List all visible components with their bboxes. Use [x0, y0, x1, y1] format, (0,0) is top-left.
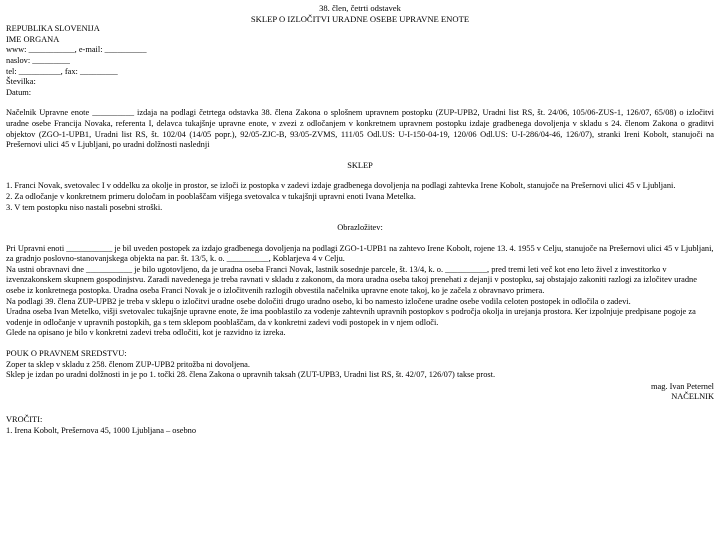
sklep-item: 1. Franci Novak, svetovalec I v oddelku za okolje in prostor, se izloči iz postopka v zadevi izdaje gradbenega dovoljenja na podlagi zahtevka Irene Kobolt, stanujoče na Prešernovi ulici 45 v Ljubljani.	[6, 181, 676, 191]
obrazlozitev-paragraph: Na podlagi 39. člena ZUP-UPB2 je treba v sklepu o izločitvi uradne osebe določiti drugo uradno osebo, ki bo namesto izločene uradne osebe vodila celoten postopek in odločila o zadevi.	[6, 296, 631, 306]
signature-block	[6, 382, 714, 403]
vrociti-title: VROČITI:	[6, 415, 43, 424]
obrazlozitev-body	[6, 244, 714, 339]
sender-line: Številka:	[6, 77, 36, 87]
document-page	[6, 3, 714, 436]
header-title: SKLEP O IZLOČITVI URADNE OSEBE UPRAVNE ENOTE	[250, 13, 470, 24]
header-article-ref: 38. člen, četrti odstavek	[319, 3, 401, 13]
sender-line: naslov: _________	[6, 55, 70, 65]
signature-name: mag. Ivan Peternel	[650, 381, 714, 391]
obrazlozitev-paragraph: Uradna oseba Ivan Metelko, višji svetovalec tukajšnje upravne enote, že ima pooblastilo za vodenje zahtevnih upravnih postopkov s področja okolja in urejanja prostora. Ker izpolnjuje predpisane pogoje za vodenje in odločanje v upravnih postopkih, ga s tem sklepom pooblaščam, da v konkretni zadevi vodi postopek in v njem odloči.	[6, 307, 696, 327]
sender-line: REPUBLIKA SLOVENIJA	[6, 24, 100, 34]
obrazlozitev-title: Obrazložitev:	[337, 223, 383, 233]
vrociti-item: 1. Irena Kobolt, Prešernova 45, 1000 Ljubljana – osebno	[6, 425, 197, 435]
intro-paragraph: Načelnik Upravne enote __________ izdaja na podlagi četrtega odstavka 38. člena Zakona o splošnem upravnem postopku (ZUP-UPB2, Uradni list RS, št. 24/06, 105/06-ZUS-1, 126/07, 65/08) o izločitvi uradne osebe Francija Novaka, referenta I, delavca tukajšnje upravne enote, v zvezi z odločanjem v konkretnem upravnem postopku izdaje gradbenega dovoljenja v skladu s 24. členom Zakona o graditvi objektov (ZGO-1-UPB1, Uradni list RS, št. 102/04 (14/05 popr.), 92/05-ZJC-B, 93/05-ZVMS, 111/05 Odl.US: U-I-150-04-19, 120/06 Odl.US: U-I-286/04-46, 126/07), stranki Ireni Kobolt, stanujoči na Prešernovi ulici 45 v Ljubljani, po uradni dolžnosti naslednji	[6, 108, 714, 150]
sender-line: www: ___________, e-mail: __________	[6, 45, 147, 55]
sklep-item: 3. V tem postopku niso nastali posebni stroški.	[6, 202, 163, 212]
sklep-item: 2. Za odločanje v konkretnem primeru določam in pooblaščam višjega svetovalca v tukajšnji upravni enoti Ivana Metelka.	[6, 191, 416, 201]
obrazlozitev-paragraph: Pri Upravni enoti ___________ je bil uveden postopek za izdajo gradbenega dovoljenja na podlagi ZGO-1-UPB1 na zahtevo Irene Kobolt, rojene 13. 4. 1955 v Celju, stanujoče na Prešernovi ulici 45 v Ljubljani, za gradnjo poslovno-stanovanjskega objekta na par. št. 13/5, k. o. __________, Koblarjeva 4 v Celju.	[6, 243, 714, 264]
sender-line: Datum:	[6, 87, 32, 97]
sender-line: IME ORGANA	[6, 34, 60, 44]
vrociti-block	[6, 415, 714, 436]
pouk-line: Zoper ta sklep v skladu z 258. členom ZUP-UPB2 pritožba ni dovoljena.	[6, 359, 250, 369]
sender-line: tel: __________, fax: _________	[6, 66, 118, 76]
pouk-line: Sklep je izdan po uradni dolžnosti in je po 1. točki 28. člena Zakona o upravnih taksah (ZUT-UPB3, Uradni list RS, št. 42/07, 126/07) takse prost.	[6, 370, 496, 380]
obrazlozitev-paragraph: Na ustni obravnavi dne ___________ je bilo ugotovljeno, da je uradna oseba Franci Novak, lastnik sosednje parcele, št. 13/4, k. o. __________, pred tremi leti več kot eno leto živel z investitorko v izvenzakonskem skupnem gospodinjstvu. Zaradi navedenega je treba ravnati v skladu z zakonom, da mora uradna oseba takoj prenehati z dejanji v postopku, saj obstajajo zakoniti razlogi za izločitev uradne osebe iz konkretnega postopka. Uradna oseba Franci Novak je o izločitvenih razlogih obvestila načelnika upravne enote takoj, ko je začela z obravnavo primera.	[6, 264, 697, 296]
sklep-title: SKLEP	[347, 160, 373, 170]
obrazlozitev-paragraph: Glede na opisano je bilo v konkretni zadevi treba odločiti, kot je razvidno iz izreka.	[6, 328, 286, 338]
signature-title: NAČELNIK	[671, 392, 714, 402]
pouk-title: POUK O PRAVNEM SREDSTVU:	[6, 349, 127, 359]
sender-block	[6, 24, 714, 98]
document-header	[6, 3, 714, 24]
sklep-items	[6, 181, 714, 213]
pouk-block	[6, 349, 714, 381]
